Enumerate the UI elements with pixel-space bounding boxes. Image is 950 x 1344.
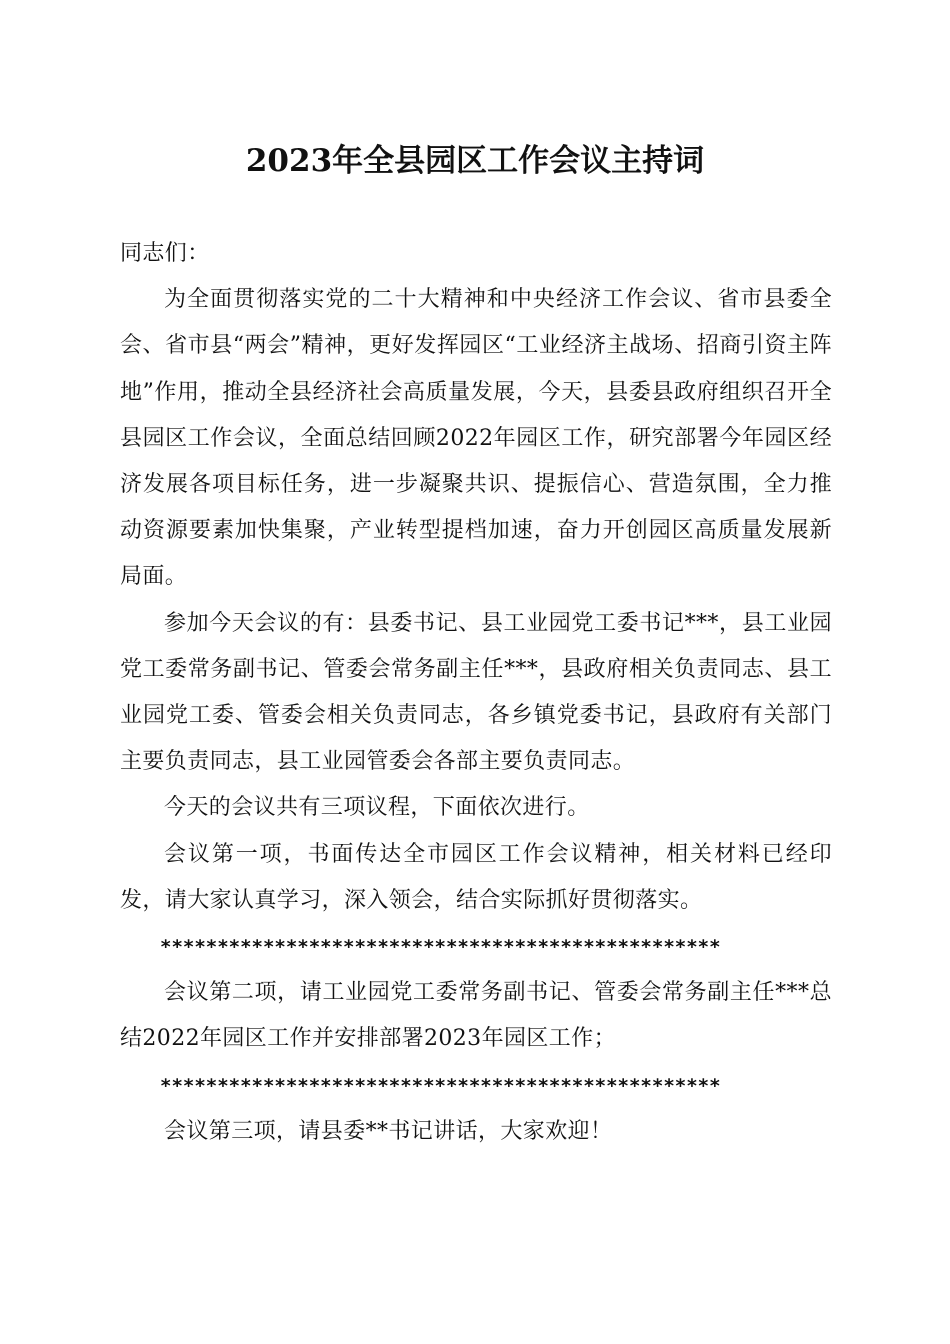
paragraph-item-three: 会议第三项，请县委**书记讲话，大家欢迎！	[164, 1118, 613, 1144]
separator-line: *************************************************	[160, 936, 721, 959]
separator-line: *************************************************	[160, 1074, 721, 1097]
paragraph-attendees: 参加今天会议的有：县委书记、县工业园党工委书记***，县工业园党工委常务副书记、管委会常务副主任***，县政府相关负责同志、县工业园党工委、管委会相关负责同志，各乡镇党委书记，县政府有关部门主要负责同志，县工业园管委会各部主要负责同志。	[120, 610, 832, 775]
paragraph-item-two: 会议第二项，请工业园党工委常务副书记、管委会常务副主任***总结2022年园区工作并安排部署2023年园区工作；	[120, 980, 832, 1052]
salutation: 同志们：	[120, 241, 210, 266]
document-body	[120, 231, 832, 1155]
paragraph-agenda: 今天的会议共有三项议程，下面依次进行。	[164, 795, 590, 821]
document-title: 2023年全县园区工作会议主持词	[245, 143, 705, 179]
paragraph-intro: 为全面贯彻落实党的二十大精神和中央经济工作会议、省市县委全会、省市县“两会”精神，更好发挥园区“工业经济主战场、招商引资主阵地”作用，推动全县经济社会高质量发展，今天，县委县政府组织召开全县园区工作会议，全面总结回顾2022年园区工作，研究部署今年园区经济发展各项目标任务，进一步凝聚共识、提振信心、营造氛围，全力推动资源要素加快集聚，产业转型提档加速，奋力开创园区高质量发展新局面。	[120, 287, 832, 590]
paragraph-item-one: 会议第一项，书面传达全市园区工作会议精神，相关材料已经印发，请大家认真学习，深入领会，结合实际抓好贯彻落实。	[120, 841, 832, 913]
